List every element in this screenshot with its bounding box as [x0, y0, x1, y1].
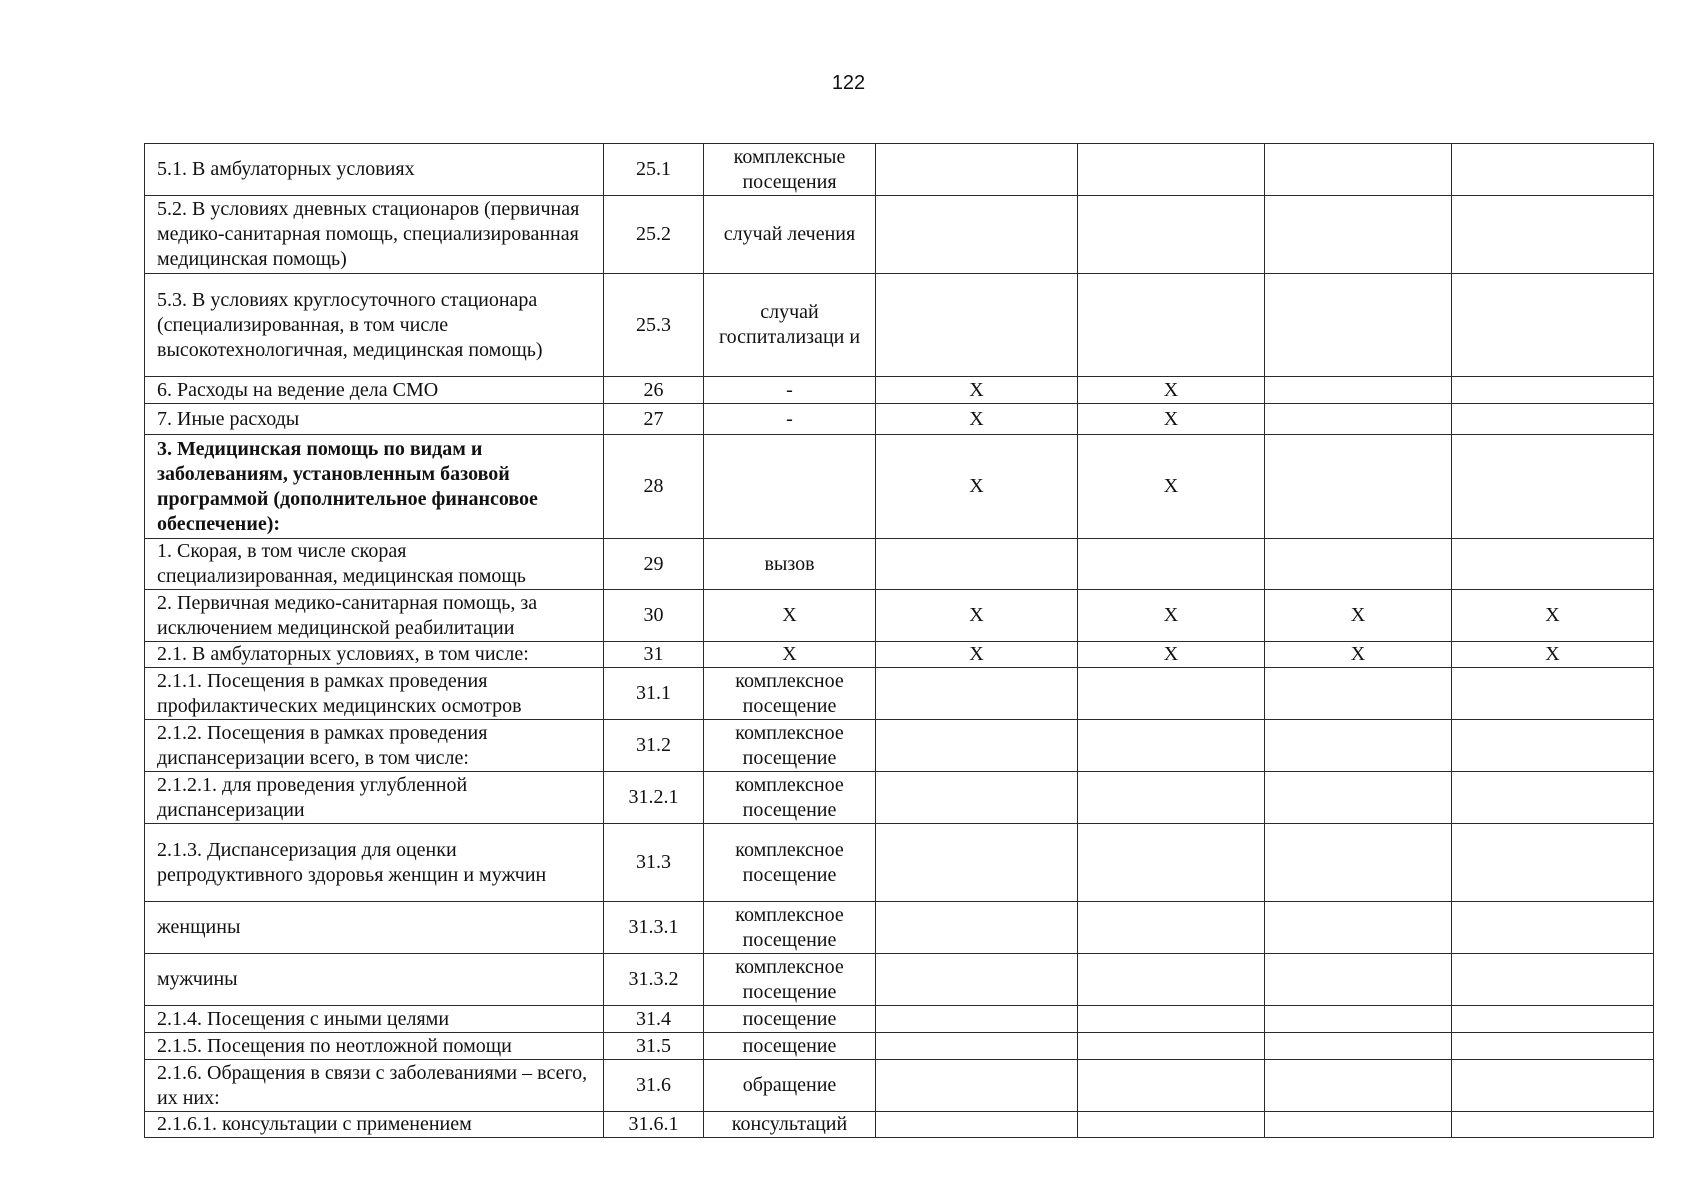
value-cell [1452, 1112, 1654, 1138]
value-cell: X [1265, 590, 1452, 642]
table-row [145, 435, 1654, 539]
value-cell [1265, 144, 1452, 196]
value-cell: X [876, 642, 1078, 668]
row-number-cell: 25.2 [604, 196, 704, 274]
row-number-cell: 31.3.2 [604, 954, 704, 1006]
value-cell: X [1078, 377, 1265, 404]
value-cell [1452, 404, 1654, 435]
table-row [145, 642, 1654, 668]
value-cell [1452, 772, 1654, 824]
row-number-cell: 31.3 [604, 824, 704, 902]
row-number-cell: 29 [604, 539, 704, 590]
value-cell [1265, 720, 1452, 772]
row-name-cell: 2.1.2.1. для проведения углубленной диспансеризации [145, 772, 604, 824]
row-number-cell: 28 [604, 435, 704, 539]
row-number-cell: 25.3 [604, 274, 704, 377]
table-row [145, 144, 1654, 196]
table-row [145, 590, 1654, 642]
unit-cell: комплексное посещение [704, 720, 876, 772]
row-name-cell: 2.1.3. Диспансеризация для оценки репродуктивного здоровья женщин и мужчин [145, 824, 604, 902]
table-row [145, 668, 1654, 720]
value-cell [876, 539, 1078, 590]
value-cell [1078, 902, 1265, 954]
row-name-cell: 5.1. В амбулаторных условиях [145, 144, 604, 196]
table-row [145, 274, 1654, 377]
value-cell [876, 902, 1078, 954]
unit-cell: - [704, 404, 876, 435]
page-number: 122 [831, 72, 866, 94]
unit-cell: случай госпитализаци и [704, 274, 876, 377]
row-name-cell: мужчины [145, 954, 604, 1006]
value-cell: X [1078, 404, 1265, 435]
row-number-cell: 31.6 [604, 1060, 704, 1112]
value-cell [876, 772, 1078, 824]
row-name-cell: 7. Иные расходы [145, 404, 604, 435]
table-row [145, 1006, 1654, 1033]
unit-cell: комплексные посещения [704, 144, 876, 196]
row-number-cell: 31.6.1 [604, 1112, 704, 1138]
table-row [145, 902, 1654, 954]
row-number-cell: 31.4 [604, 1006, 704, 1033]
table-row [145, 377, 1654, 404]
value-cell [1078, 1006, 1265, 1033]
value-cell [1452, 668, 1654, 720]
value-cell: X [876, 435, 1078, 539]
row-name-cell: 2.1.4. Посещения с иными целями [145, 1006, 604, 1033]
value-cell [876, 720, 1078, 772]
value-cell [1265, 404, 1452, 435]
value-cell [1452, 539, 1654, 590]
row-name-cell: 2. Первичная медико-санитарная помощь, за исключением медицинской реабилитации [145, 590, 604, 642]
value-cell: X [876, 590, 1078, 642]
row-number-cell: 27 [604, 404, 704, 435]
row-number-cell: 31.5 [604, 1033, 704, 1060]
unit-cell: комплексное посещение [704, 954, 876, 1006]
unit-cell: X [704, 590, 876, 642]
value-cell [1078, 824, 1265, 902]
value-cell [1265, 377, 1452, 404]
row-name-cell: 2.1.1. Посещения в рамках проведения профилактических медицинских осмотров [145, 668, 604, 720]
value-cell [1452, 902, 1654, 954]
value-cell [1078, 196, 1265, 274]
unit-cell: консультаций [704, 1112, 876, 1138]
value-cell [1265, 274, 1452, 377]
row-name-cell: 1. Скорая, в том числе скорая специализированная, медицинская помощь [145, 539, 604, 590]
unit-cell: комплексное посещение [704, 824, 876, 902]
unit-cell: X [704, 642, 876, 668]
table-row [145, 824, 1654, 902]
row-number-cell: 31.2.1 [604, 772, 704, 824]
table-row [145, 720, 1654, 772]
unit-cell: посещение [704, 1006, 876, 1033]
row-number-cell: 31.2 [604, 720, 704, 772]
row-number-cell: 30 [604, 590, 704, 642]
value-cell [1265, 1033, 1452, 1060]
value-cell [1452, 274, 1654, 377]
row-name-cell: 6. Расходы на ведение дела СМО [145, 377, 604, 404]
row-name-cell: 5.2. В условиях дневных стационаров (первичная медико-санитарная помощь, специализированная медицинская помощь) [145, 196, 604, 274]
value-cell [1452, 954, 1654, 1006]
table-row [145, 539, 1654, 590]
row-number-cell: 31.1 [604, 668, 704, 720]
row-name-cell: 2.1.5. Посещения по неотложной помощи [145, 1033, 604, 1060]
value-cell: X [876, 404, 1078, 435]
value-cell: X [1452, 642, 1654, 668]
value-cell [1452, 144, 1654, 196]
value-cell [876, 144, 1078, 196]
value-cell [1265, 1112, 1452, 1138]
value-cell: X [876, 377, 1078, 404]
value-cell [1452, 1006, 1654, 1033]
document-table [144, 143, 1654, 1138]
row-number-cell: 31.3.1 [604, 902, 704, 954]
row-name-cell: 2.1. В амбулаторных условиях, в том числе: [145, 642, 604, 668]
value-cell [876, 954, 1078, 1006]
value-cell [1452, 824, 1654, 902]
row-name-cell: 3. Медицинская помощь по видам и заболеваниям, установленным базовой программой (дополнительное финансовое обеспечение): [145, 435, 604, 539]
value-cell [1452, 196, 1654, 274]
value-cell [1452, 435, 1654, 539]
value-cell [1265, 1060, 1452, 1112]
value-cell [1078, 274, 1265, 377]
value-cell [876, 1033, 1078, 1060]
unit-cell: - [704, 377, 876, 404]
row-name-cell: 2.1.6.1. консультации с применением [145, 1112, 604, 1138]
unit-cell: комплексное посещение [704, 772, 876, 824]
value-cell: X [1265, 642, 1452, 668]
value-cell [1452, 377, 1654, 404]
value-cell [1265, 824, 1452, 902]
value-cell: X [1078, 590, 1265, 642]
table-row [145, 404, 1654, 435]
table-body [145, 144, 1654, 1138]
value-cell [1265, 196, 1452, 274]
value-cell [1265, 902, 1452, 954]
row-name-cell: 5.3. В условиях круглосуточного стационара (специализированная, в том числе высокотехнологичная, медицинская помощь) [145, 274, 604, 377]
row-name-cell: 2.1.2. Посещения в рамках проведения диспансеризации всего, в том числе: [145, 720, 604, 772]
unit-cell [704, 435, 876, 539]
value-cell [1078, 668, 1265, 720]
unit-cell: комплексное посещение [704, 668, 876, 720]
value-cell [1265, 1006, 1452, 1033]
value-cell [1078, 144, 1265, 196]
value-cell [1452, 1033, 1654, 1060]
value-cell [876, 668, 1078, 720]
value-cell [1265, 668, 1452, 720]
row-number-cell: 31 [604, 642, 704, 668]
unit-cell: вызов [704, 539, 876, 590]
table-row [145, 954, 1654, 1006]
value-cell [876, 196, 1078, 274]
value-cell [876, 1112, 1078, 1138]
table-row [145, 772, 1654, 824]
unit-cell: случай лечения [704, 196, 876, 274]
table-row [145, 196, 1654, 274]
row-number-cell: 25.1 [604, 144, 704, 196]
row-name-cell: 2.1.6. Обращения в связи с заболеваниями – всего, их них: [145, 1060, 604, 1112]
value-cell [1452, 1060, 1654, 1112]
value-cell [1078, 1060, 1265, 1112]
value-cell [876, 1006, 1078, 1033]
table-row [145, 1033, 1654, 1060]
value-cell [876, 274, 1078, 377]
value-cell [1078, 539, 1265, 590]
value-cell [1265, 435, 1452, 539]
value-cell [1265, 954, 1452, 1006]
value-cell [1078, 1033, 1265, 1060]
unit-cell: обращение [704, 1060, 876, 1112]
row-name-cell: женщины [145, 902, 604, 954]
value-cell [1265, 772, 1452, 824]
value-cell [876, 1060, 1078, 1112]
value-cell [1078, 1112, 1265, 1138]
value-cell [1265, 539, 1452, 590]
value-cell [1078, 954, 1265, 1006]
value-cell [1452, 720, 1654, 772]
unit-cell: комплексное посещение [704, 902, 876, 954]
unit-cell: посещение [704, 1033, 876, 1060]
value-cell [1078, 772, 1265, 824]
table-row [145, 1060, 1654, 1112]
value-cell: X [1078, 642, 1265, 668]
value-cell: X [1452, 590, 1654, 642]
row-number-cell: 26 [604, 377, 704, 404]
table-row [145, 1112, 1654, 1138]
value-cell [876, 824, 1078, 902]
value-cell: X [1078, 435, 1265, 539]
value-cell [1078, 720, 1265, 772]
